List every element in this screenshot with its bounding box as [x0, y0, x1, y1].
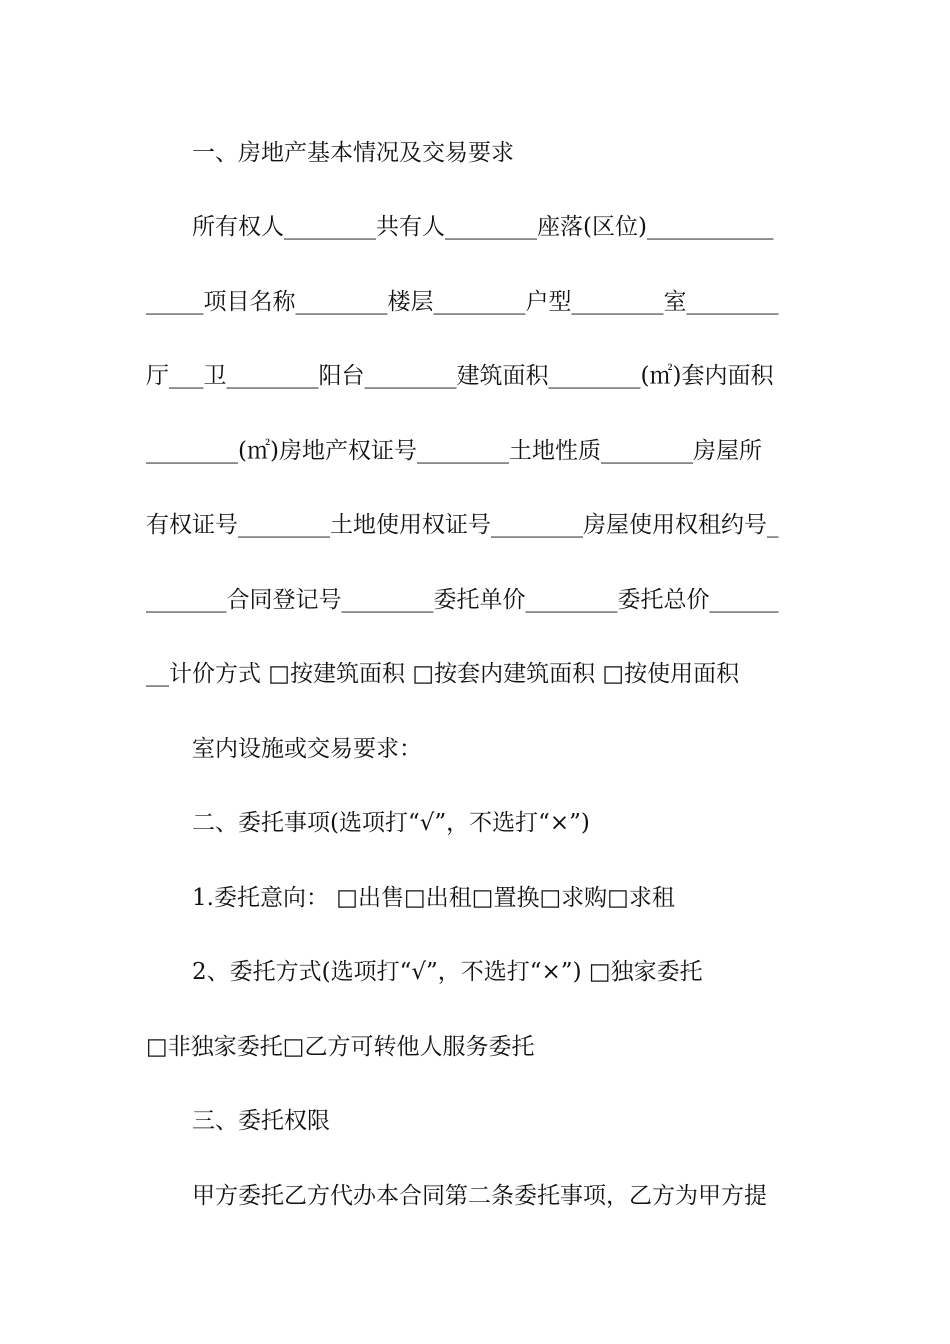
section-heading-commission-authority: 三、委托权限 — [192, 1108, 330, 1134]
paragraph-line: 2、委托方式(选项打“√”，不选打“×”) □独家委托 — [192, 959, 703, 985]
paragraph-line: 所有权人________共有人________座落(区位)___________ — [192, 214, 774, 240]
paragraph-line: 甲方委托乙方代办本合同第二条委托事项，乙方为甲方提 — [192, 1183, 767, 1209]
paragraph-line: □非独家委托□乙方可转他人服务委托 — [146, 1034, 535, 1060]
paragraph-line: 有权证号________土地使用权证号________房屋使用权租约号_ — [146, 512, 779, 538]
paragraph-line: __计价方式 □按建筑面积 □按套内建筑面积 □按使用面积 — [146, 661, 740, 687]
section-heading-commission-matters: 二、委托事项(选项打“√”，不选打“×”) — [192, 810, 590, 836]
paragraph-line: 1.委托意向： □出售□出租□置换□求购□求租 — [192, 885, 675, 911]
section-heading-basic-info: 一、房地产基本情况及交易要求 — [192, 140, 514, 166]
paragraph-line: 厅___卫________阳台________建筑面积________(㎡)套内面积 — [146, 363, 774, 389]
paragraph-line: _______合同登记号________委托单价________委托总价______ — [146, 587, 779, 613]
paragraph-line: ________(㎡)房地产权证号________土地性质________房屋所 — [146, 438, 762, 464]
paragraph-line: _____项目名称________楼层________户型________室________ — [146, 289, 779, 315]
paragraph-line: 室内设施或交易要求： — [192, 736, 422, 762]
